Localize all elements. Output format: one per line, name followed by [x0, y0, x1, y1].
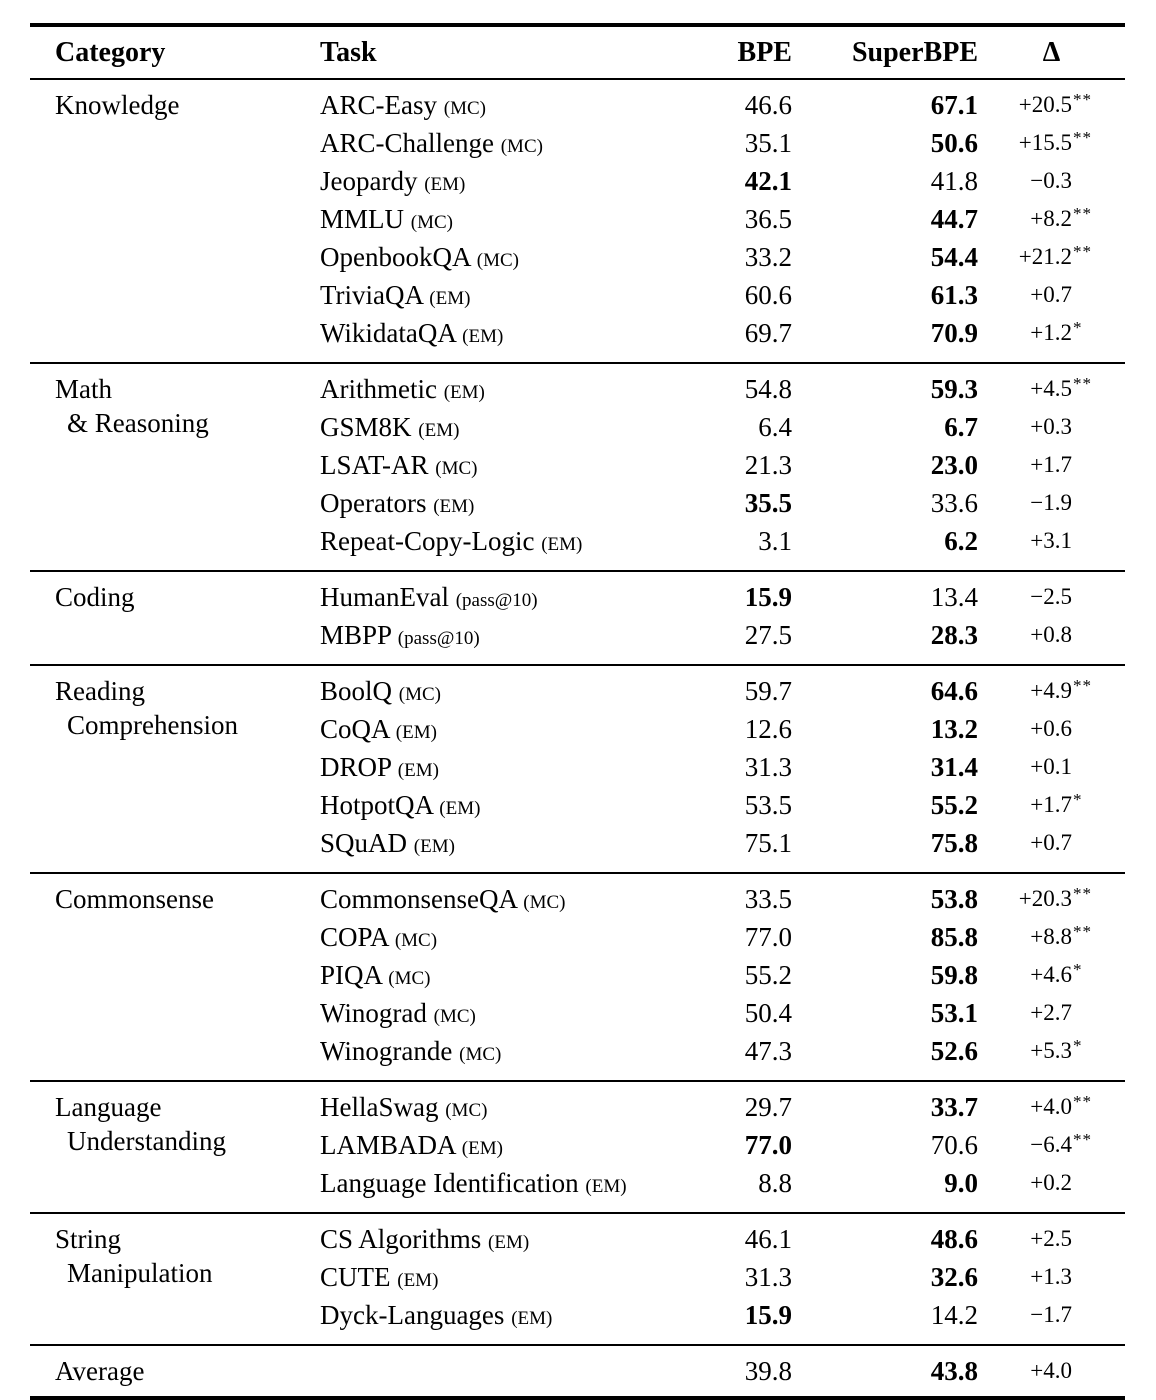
task-cell: [320, 1166, 720, 1204]
task-cell: [320, 750, 720, 788]
task-cell: [320, 278, 720, 316]
delta-significance-stars: [1072, 519, 1125, 557]
table-row: [320, 1128, 1125, 1166]
task-metric-suffix: (EM): [462, 326, 504, 347]
task-name: HumanEval: [320, 582, 449, 612]
task-name: LSAT-AR: [320, 450, 429, 480]
task-name: GSM8K: [320, 412, 412, 442]
superbpe-value: 6.7: [944, 412, 978, 442]
delta-significance-stars: [1072, 745, 1125, 783]
bpe-value: 3.1: [758, 526, 792, 556]
table-row: [320, 882, 1125, 920]
task-name: ARC-Easy: [320, 90, 437, 120]
bpe-value: 55.2: [744, 960, 792, 990]
table-row: [320, 410, 1125, 448]
delta-value: +20.3: [1018, 886, 1072, 911]
task-cell: [320, 316, 720, 354]
table-row: [320, 316, 1125, 354]
table-row: [320, 712, 1125, 750]
task-cell: [320, 1260, 720, 1298]
bpe-value: 12.6: [744, 714, 792, 744]
task-cell: [320, 826, 720, 864]
task-cell: [320, 1034, 720, 1072]
delta-significance-stars: **: [1073, 1092, 1092, 1111]
superbpe-value: 54.4: [930, 242, 978, 272]
delta-value: +4.6: [1030, 962, 1072, 987]
task-name: DROP: [320, 752, 392, 782]
table-row: [320, 1166, 1125, 1204]
delta-value: −0.3: [1030, 168, 1072, 193]
superbpe-value: 64.6: [930, 676, 978, 706]
delta-value: +0.7: [1030, 282, 1072, 307]
bpe-value: 15.9: [744, 582, 792, 612]
task-name: BoolQ: [320, 676, 393, 706]
task-cell: [320, 882, 720, 920]
bpe-value: 35.5: [744, 488, 792, 518]
table-section: [30, 1082, 1125, 1214]
table-row: [320, 278, 1125, 316]
bpe-value: 33.5: [744, 884, 792, 914]
task-name: Arithmetic: [320, 374, 437, 404]
delta-value: +4.5: [1030, 376, 1072, 401]
delta-significance-stars: **: [1073, 676, 1092, 695]
task-name: OpenbookQA: [320, 242, 470, 272]
task-metric-suffix: (EM): [511, 1308, 553, 1329]
delta-significance-stars: *: [1073, 1036, 1083, 1055]
delta-significance-stars: [1072, 707, 1125, 745]
task-metric-suffix: (EM): [397, 1270, 439, 1291]
task-metric-suffix: (MC): [459, 1044, 502, 1065]
table-bottom-rule: [30, 1396, 1125, 1400]
task-name: Repeat-Copy-Logic: [320, 526, 535, 556]
task-name: Winogrande: [320, 1036, 453, 1066]
task-name: CoQA: [320, 714, 390, 744]
table-section: [30, 572, 1125, 666]
superbpe-value: 67.1: [930, 90, 978, 120]
task-cell: [320, 1222, 720, 1260]
superbpe-value: 31.4: [930, 752, 978, 782]
task-name: Language Identification: [320, 1168, 579, 1198]
task-name: LAMBADA: [320, 1130, 456, 1160]
delta-value: +15.5: [1018, 130, 1072, 155]
task-metric-suffix: (pass@10): [397, 628, 480, 649]
table-header-row: [30, 27, 1125, 78]
bpe-value: 42.1: [744, 166, 792, 196]
superbpe-value: 59.8: [930, 960, 978, 990]
section-rows: [320, 1090, 1125, 1204]
superbpe-value: 53.1: [930, 998, 978, 1028]
delta-significance-stars: *: [1073, 318, 1083, 337]
table-section: [30, 1214, 1125, 1346]
bpe-value: 27.5: [744, 620, 792, 650]
table-section: [30, 80, 1125, 364]
superbpe-value: 52.6: [930, 1036, 978, 1066]
table-row: [320, 674, 1125, 712]
task-cell: [320, 486, 720, 524]
column-header-superbpe: SuperBPE: [851, 37, 978, 68]
task-cell: [320, 580, 720, 618]
superbpe-value: 13.2: [930, 714, 978, 744]
task-metric-suffix: (EM): [424, 174, 466, 195]
table-section: [30, 1346, 1125, 1396]
superbpe-value: 43.8: [930, 1356, 978, 1386]
delta-value: +3.1: [1030, 528, 1072, 553]
task-cell: [320, 1354, 720, 1388]
table-row: [320, 240, 1125, 278]
delta-value: −6.4: [1030, 1132, 1072, 1157]
category-label: Commonsense: [55, 884, 214, 914]
category-label: Math & Reasoning: [55, 374, 209, 438]
delta-value: +0.3: [1030, 414, 1072, 439]
bpe-value: 59.7: [744, 676, 792, 706]
delta-value: +1.3: [1030, 1264, 1072, 1289]
delta-value: +1.7: [1030, 792, 1072, 817]
superbpe-value: 50.6: [930, 128, 978, 158]
task-cell: [320, 674, 720, 712]
superbpe-value: 85.8: [930, 922, 978, 952]
task-cell: [320, 618, 720, 656]
task-cell: [320, 202, 720, 240]
task-cell: [320, 126, 720, 164]
task-metric-suffix: (EM): [418, 420, 460, 441]
bpe-value: 31.3: [744, 752, 792, 782]
category-label: Coding: [55, 582, 135, 612]
bpe-value: 35.1: [744, 128, 792, 158]
task-metric-suffix: (MC): [476, 250, 519, 271]
task-metric-suffix: (MC): [523, 892, 566, 913]
superbpe-value: 70.9: [930, 318, 978, 348]
delta-significance-stars: [1072, 481, 1125, 519]
superbpe-value: 28.3: [930, 620, 978, 650]
task-metric-suffix: (MC): [394, 930, 438, 951]
task-metric-suffix: (MC): [388, 968, 431, 989]
delta-value: +2.5: [1030, 1226, 1072, 1251]
task-cell: [320, 920, 720, 958]
task-name: COPA: [320, 922, 389, 952]
task-metric-suffix: (EM): [439, 798, 481, 819]
delta-significance-stars: **: [1073, 204, 1092, 223]
superbpe-value: 59.3: [930, 374, 978, 404]
bpe-value: 60.6: [744, 280, 792, 310]
table-row: [320, 826, 1125, 864]
delta-value: +1.7: [1030, 452, 1072, 477]
task-metric-suffix: (EM): [541, 534, 583, 555]
table-row: [320, 126, 1125, 164]
bpe-value: 47.3: [744, 1036, 792, 1066]
column-header-category: Category: [55, 37, 166, 68]
delta-significance-stars: **: [1073, 90, 1092, 109]
task-name: MMLU: [320, 204, 405, 234]
table-row: [320, 88, 1125, 126]
delta-value: +5.3: [1030, 1038, 1072, 1063]
task-cell: [320, 958, 720, 996]
delta-value: +0.1: [1030, 754, 1072, 779]
section-rows: [320, 1354, 1125, 1388]
task-name: ARC-Challenge: [320, 128, 494, 158]
task-cell: [320, 410, 720, 448]
category-label: Knowledge: [55, 90, 180, 120]
delta-value: −1.7: [1030, 1302, 1072, 1327]
delta-significance-stars: **: [1073, 242, 1092, 261]
bpe-value: 46.1: [744, 1224, 792, 1254]
task-cell: [320, 1128, 720, 1166]
table-section: [30, 364, 1125, 572]
superbpe-value: 33.7: [930, 1092, 978, 1122]
section-rows: [320, 580, 1125, 656]
section-rows: [320, 1222, 1125, 1336]
delta-significance-stars: **: [1073, 922, 1092, 941]
table-row: [320, 448, 1125, 486]
delta-value: +4.0: [1030, 1094, 1072, 1119]
delta-value: +0.7: [1030, 830, 1072, 855]
table-section: [30, 666, 1125, 874]
bpe-value: 69.7: [744, 318, 792, 348]
task-name: Operators: [320, 488, 427, 518]
bpe-value: 46.6: [744, 90, 792, 120]
bpe-value: 29.7: [744, 1092, 792, 1122]
table-body: [30, 80, 1125, 1396]
delta-value: −1.9: [1030, 490, 1072, 515]
superbpe-value: 75.8: [930, 828, 978, 858]
section-rows: [320, 882, 1125, 1072]
table-section: [30, 874, 1125, 1082]
bpe-value: 8.8: [758, 1168, 792, 1198]
superbpe-value: 55.2: [930, 790, 978, 820]
delta-significance-stars: **: [1073, 1130, 1092, 1149]
task-metric-suffix: (EM): [443, 382, 485, 403]
task-cell: [320, 1090, 720, 1128]
delta-significance-stars: [1072, 575, 1125, 613]
delta-significance-stars: [1072, 1293, 1125, 1331]
task-metric-suffix: (pass@10): [455, 590, 538, 611]
superbpe-value: 6.2: [944, 526, 978, 556]
superbpe-value: 53.8: [930, 884, 978, 914]
bpe-value: 50.4: [744, 998, 792, 1028]
task-metric-suffix: (MC): [410, 212, 453, 233]
task-name: MBPP: [320, 620, 392, 650]
task-cell: [320, 372, 720, 410]
table-row: [320, 164, 1125, 202]
task-name: CS Algorithms: [320, 1224, 482, 1254]
table-row: [320, 1298, 1125, 1336]
category-label: Average: [55, 1356, 145, 1386]
table-row: [320, 618, 1125, 656]
bpe-value: 77.0: [744, 1130, 792, 1160]
delta-significance-stars: **: [1073, 374, 1092, 393]
task-metric-suffix: (EM): [413, 836, 455, 857]
task-metric-suffix: (EM): [429, 288, 471, 309]
table-row: [320, 1354, 1125, 1388]
bpe-value: 6.4: [758, 412, 792, 442]
delta-significance-stars: [1072, 443, 1125, 481]
superbpe-value: 13.4: [930, 582, 978, 612]
task-cell: [320, 88, 720, 126]
section-rows: [320, 674, 1125, 864]
superbpe-value: 44.7: [930, 204, 978, 234]
task-cell: [320, 240, 720, 278]
delta-significance-stars: [1072, 991, 1125, 1029]
section-rows: [320, 372, 1125, 562]
task-metric-suffix: (MC): [435, 458, 478, 479]
bpe-value: 39.8: [744, 1356, 792, 1386]
column-header-delta: Δ: [1042, 37, 1061, 68]
task-name: WikidataQA: [320, 318, 456, 348]
task-cell: [320, 788, 720, 826]
category-label: Language Understanding: [55, 1092, 226, 1156]
superbpe-value: 23.0: [930, 450, 978, 480]
superbpe-value: 9.0: [944, 1168, 978, 1198]
task-metric-suffix: (EM): [433, 496, 475, 517]
task-cell: [320, 448, 720, 486]
delta-significance-stars: *: [1073, 790, 1083, 809]
bpe-value: 53.5: [744, 790, 792, 820]
task-name: HellaSwag: [320, 1092, 439, 1122]
bpe-value: 36.5: [744, 204, 792, 234]
superbpe-value: 14.2: [930, 1300, 978, 1330]
superbpe-value: 32.6: [930, 1262, 978, 1292]
category-label: Reading Comprehension: [55, 676, 238, 740]
task-cell: [320, 164, 720, 202]
delta-significance-stars: [1072, 405, 1125, 443]
delta-significance-stars: [1072, 1255, 1125, 1293]
delta-significance-stars: [1072, 1217, 1125, 1255]
table-row: [320, 1260, 1125, 1298]
column-header-bpe: BPE: [737, 37, 792, 68]
task-metric-suffix: (EM): [461, 1138, 503, 1159]
table-row: [320, 524, 1125, 562]
task-metric-suffix: (MC): [398, 684, 441, 705]
superbpe-value: 41.8: [930, 166, 978, 196]
delta-value: +8.2: [1030, 206, 1072, 231]
task-metric-suffix: (EM): [395, 722, 437, 743]
table-row: [320, 788, 1125, 826]
delta-value: +8.8: [1030, 924, 1072, 949]
task-metric-suffix: (MC): [500, 136, 543, 157]
bpe-value: 15.9: [744, 1300, 792, 1330]
task-cell: [320, 996, 720, 1034]
delta-significance-stars: **: [1073, 128, 1092, 147]
table-row: [320, 372, 1125, 410]
task-cell: [320, 524, 720, 562]
task-metric-suffix: (MC): [443, 98, 486, 119]
task-name: PIQA: [320, 960, 382, 990]
delta-significance-stars: [1072, 613, 1125, 651]
bpe-value: 77.0: [744, 922, 792, 952]
delta-value: +4.0: [1030, 1358, 1072, 1383]
section-rows: [320, 88, 1125, 354]
task-name: TriviaQA: [320, 280, 423, 310]
table-row: [320, 750, 1125, 788]
bpe-value: 31.3: [744, 1262, 792, 1292]
task-name: SQuAD: [320, 828, 408, 858]
bpe-value: 54.8: [744, 374, 792, 404]
delta-value: +0.2: [1030, 1170, 1072, 1195]
delta-significance-stars: [1072, 1349, 1125, 1383]
table-row: [320, 958, 1125, 996]
table-row: [320, 1222, 1125, 1260]
bpe-value: 33.2: [744, 242, 792, 272]
task-metric-suffix: (EM): [397, 760, 439, 781]
table-row: [320, 580, 1125, 618]
table-row: [320, 202, 1125, 240]
task-name: CUTE: [320, 1262, 391, 1292]
delta-value: +1.2: [1030, 320, 1072, 345]
delta-significance-stars: **: [1073, 884, 1092, 903]
bpe-value: 21.3: [744, 450, 792, 480]
task-metric-suffix: (EM): [585, 1176, 627, 1197]
task-metric-suffix: (MC): [445, 1100, 488, 1121]
task-name: HotpotQA: [320, 790, 433, 820]
delta-value: +0.8: [1030, 622, 1072, 647]
table-row: [320, 920, 1125, 958]
task-name: CommonsenseQA: [320, 884, 517, 914]
delta-significance-stars: [1072, 1161, 1125, 1199]
delta-value: +0.6: [1030, 716, 1072, 741]
task-name: Winograd: [320, 998, 427, 1028]
task-cell: [320, 1298, 720, 1336]
delta-value: +4.9: [1030, 678, 1072, 703]
superbpe-value: 48.6: [930, 1224, 978, 1254]
table-row: [320, 1090, 1125, 1128]
category-label: String Manipulation: [55, 1224, 213, 1288]
task-name: Dyck-Languages: [320, 1300, 505, 1330]
superbpe-value: 61.3: [930, 280, 978, 310]
superbpe-value: 33.6: [930, 488, 978, 518]
superbpe-value: 70.6: [930, 1130, 978, 1160]
delta-value: +20.5: [1018, 92, 1072, 117]
bpe-value: 75.1: [744, 828, 792, 858]
delta-significance-stars: [1072, 821, 1125, 859]
task-metric-suffix: (EM): [488, 1232, 530, 1253]
delta-value: −2.5: [1030, 584, 1072, 609]
task-cell: [320, 712, 720, 750]
delta-value: +21.2: [1018, 244, 1072, 269]
table-row: [320, 486, 1125, 524]
table-row: [320, 996, 1125, 1034]
delta-value: +2.7: [1030, 1000, 1072, 1025]
table-row: [320, 1034, 1125, 1072]
task-name: Jeopardy: [320, 166, 418, 196]
task-metric-suffix: (MC): [433, 1006, 476, 1027]
delta-significance-stars: [1072, 159, 1125, 197]
column-header-task: Task: [320, 37, 377, 68]
delta-significance-stars: *: [1073, 960, 1083, 979]
delta-significance-stars: [1072, 273, 1125, 311]
